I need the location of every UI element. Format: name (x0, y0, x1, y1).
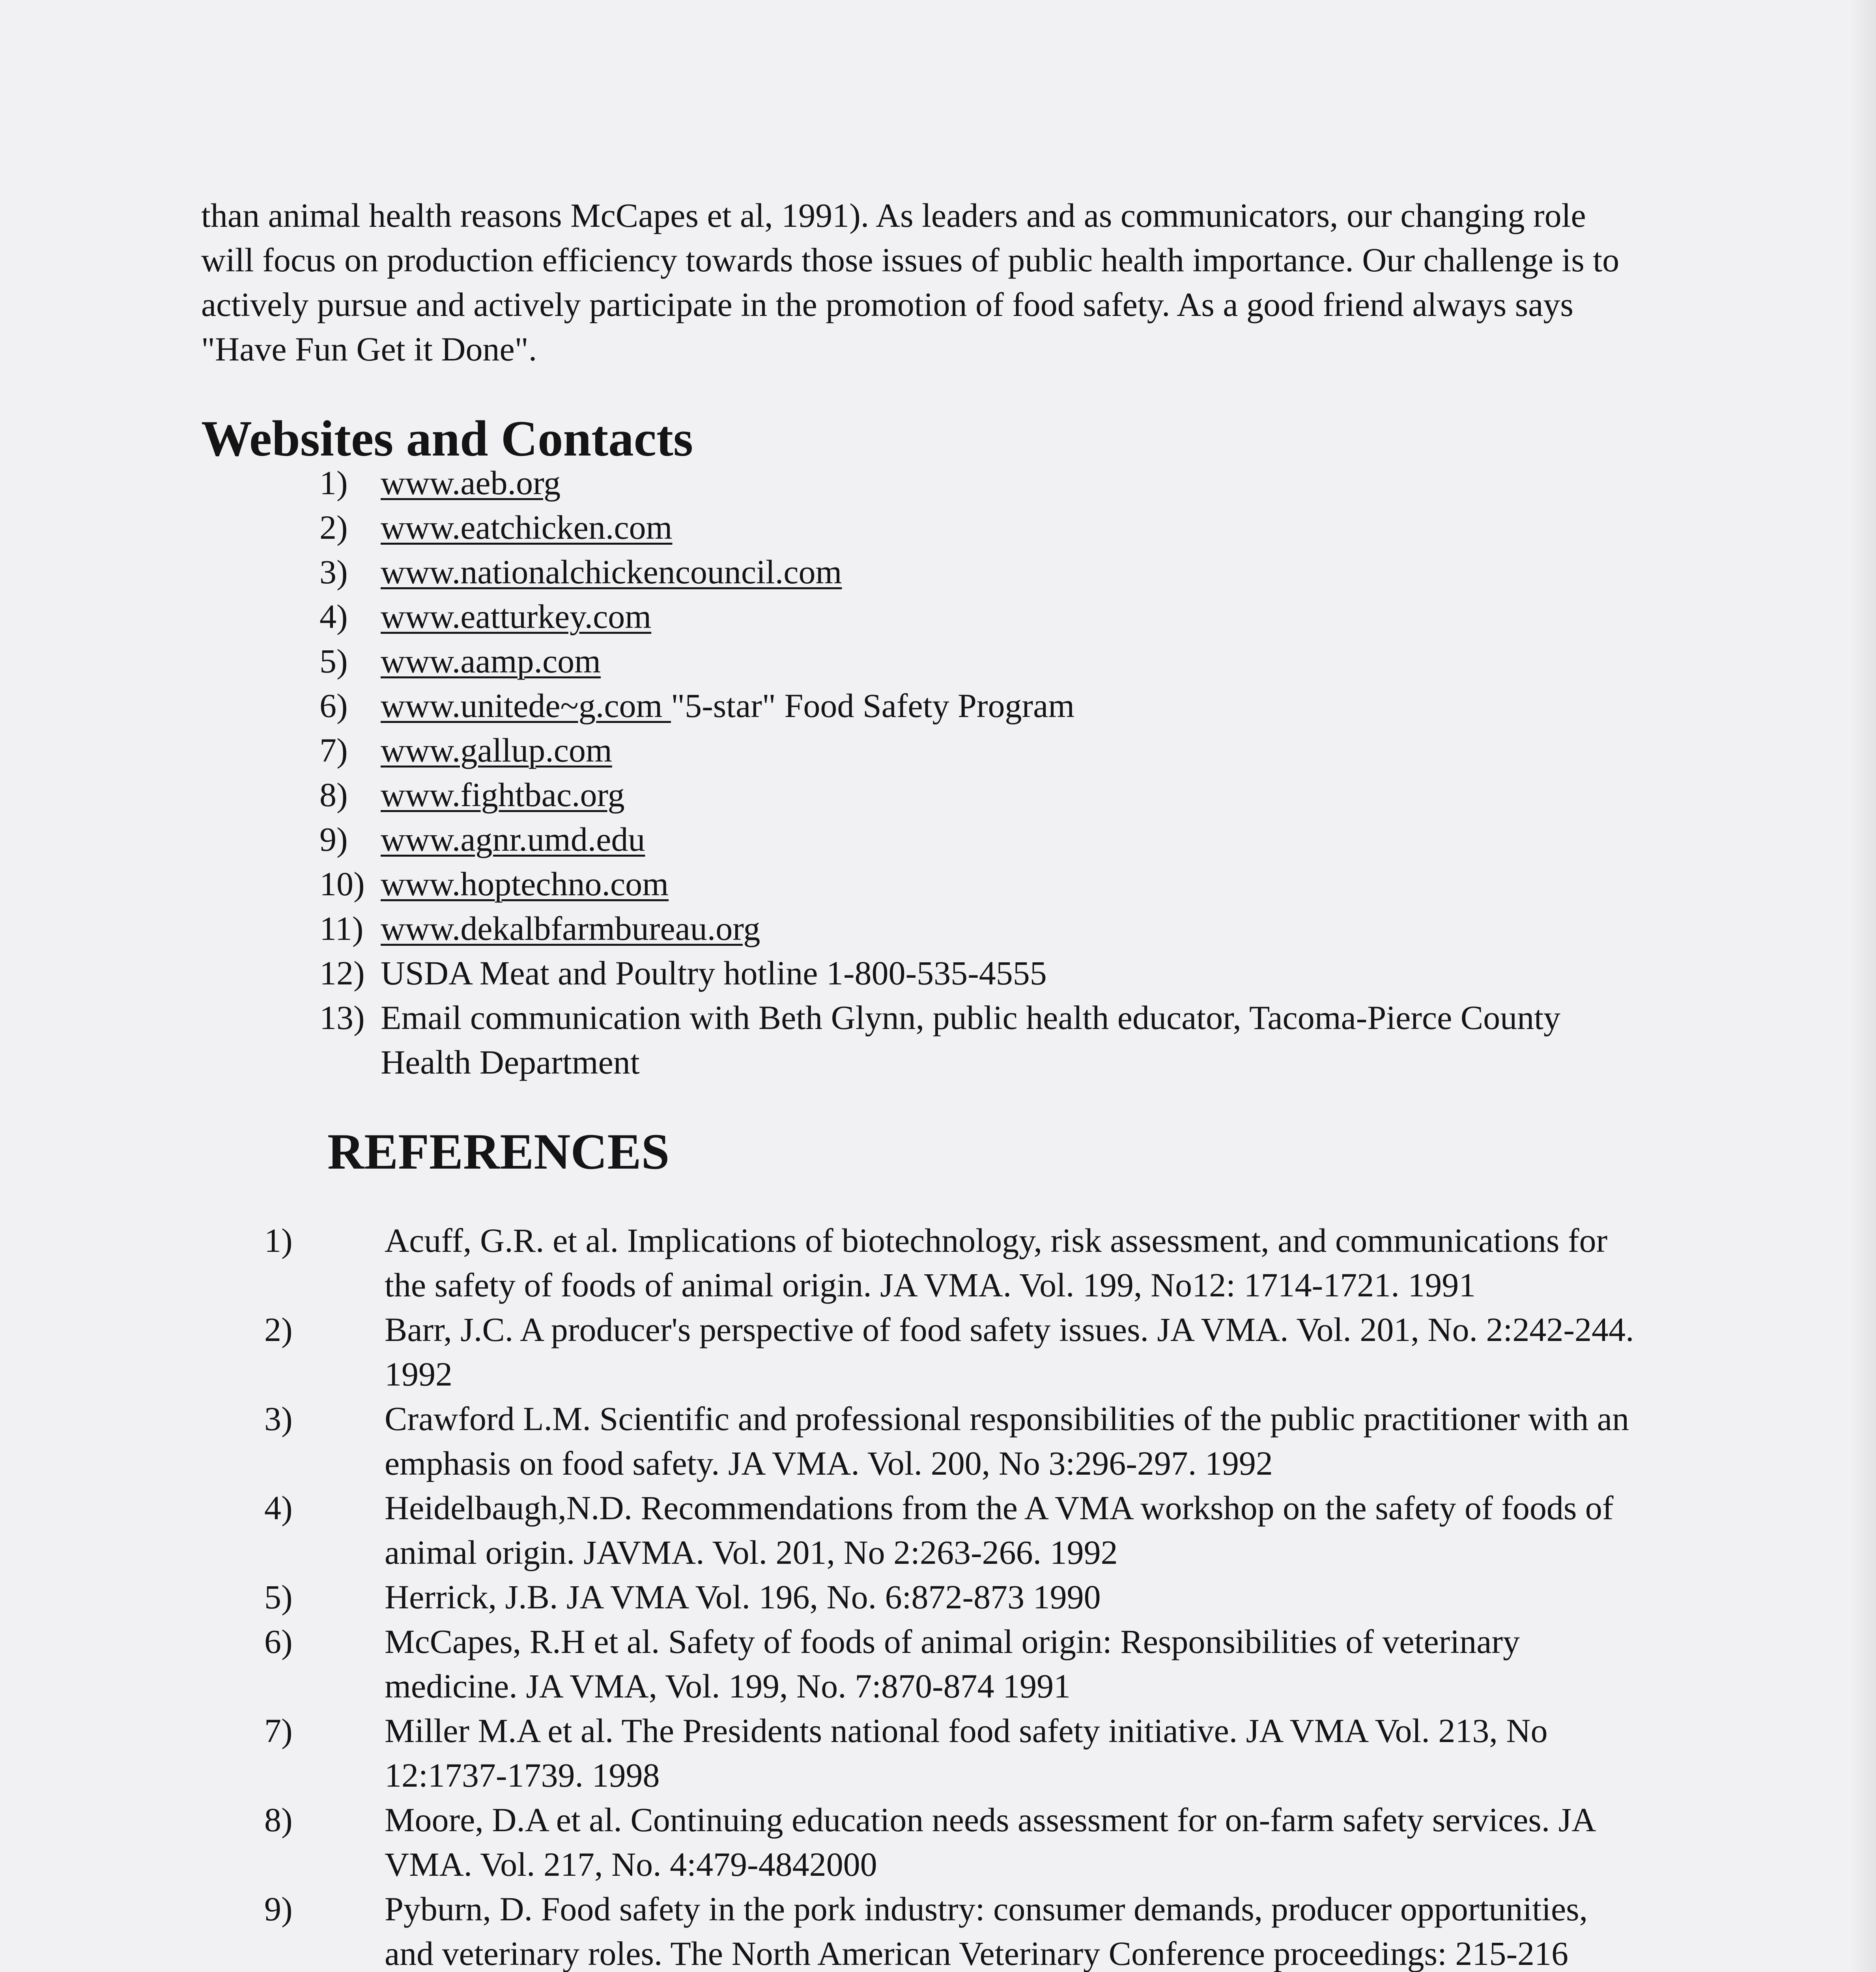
reference-item (201, 1218, 1637, 1307)
references-heading: REFERENCES (327, 1123, 670, 1180)
reference-item (201, 1709, 1637, 1798)
contact-text: Email communication with Beth Glynn, public health educator, Tacoma-Pierce County Health Department (381, 999, 1561, 1081)
reference-item (201, 1887, 1637, 1972)
contact-item (201, 995, 1637, 1085)
page-edge-shadow (1848, 0, 1876, 1972)
website-item (201, 773, 1637, 817)
contact-item (201, 951, 1637, 995)
website-item (201, 817, 1637, 862)
reference-text: Herrick, J.B. JA VMA Vol. 196, No. 6:872-873 1990 (385, 1578, 1101, 1616)
reference-item (201, 1619, 1637, 1709)
website-item (201, 906, 1637, 951)
website-link[interactable]: www.dekalbfarmbureau.org (381, 909, 760, 947)
references-section (201, 1123, 1637, 1972)
reference-number: 5) (264, 1578, 293, 1616)
websites-heading: Websites and Contacts (201, 410, 693, 467)
website-link[interactable]: www.hoptechno.com (381, 865, 669, 903)
reference-text: Pyburn, D. Food safety in the pork industry: consumer demands, producer opportunities, and veterinary roles. The North American Veterinary Conference proceedings: 215-216 (385, 1890, 1588, 1972)
website-item-number: 10) (320, 865, 365, 903)
website-item-number: 4) (320, 598, 348, 635)
website-link[interactable]: www.eatchicken.com (381, 508, 673, 546)
reference-item (201, 1575, 1637, 1619)
website-link[interactable]: www.aamp.com (381, 642, 601, 680)
website-item (201, 683, 1637, 728)
website-item-number: 2) (320, 508, 348, 546)
reference-number: 3) (264, 1400, 293, 1438)
website-item-number: 9) (320, 820, 348, 858)
website-item-number: 1) (320, 464, 348, 502)
reference-text: Miller M.A et al. The Presidents national food safety initiative. JA VMA Vol. 213, No 12:1737-1739. 1998 (385, 1712, 1548, 1794)
website-link[interactable]: www.nationalchickencouncil.com (381, 553, 842, 591)
reference-text: Crawford L.M. Scientific and professional responsibilities of the public practitioner with an emphasis on food safety. JA VMA. Vol. 200, No 3:296-297. 1992 (385, 1400, 1629, 1482)
intro-paragraph: than animal health reasons McCapes et al, 1991). As leaders and as communicators, our changing role will focus on production efficiency towards those issues of public health importance. Our challenge is to actively pursue and actively participate in the promotion of food safety. As a good friend always says "Have Fun Get it Done". (201, 196, 1620, 368)
reference-text: Acuff, G.R. et al. Implications of biotechnology, risk assessment, and communications for the safety of foods of animal origin. JA VMA. Vol. 199, No12: 1714-1721. 1991 (385, 1221, 1608, 1304)
website-link[interactable]: www.fightbac.org (381, 776, 625, 814)
reference-item (201, 1307, 1637, 1397)
website-item (201, 862, 1637, 906)
reference-number: 6) (264, 1623, 293, 1660)
reference-number: 1) (264, 1221, 293, 1259)
website-link[interactable]: www.agnr.umd.edu (381, 820, 645, 858)
website-link[interactable]: www.aeb.org (381, 464, 561, 502)
reference-item (201, 1397, 1637, 1486)
references-list (201, 1218, 1637, 1972)
website-item (201, 594, 1637, 639)
website-item (201, 639, 1637, 683)
website-item-number: 11) (320, 909, 364, 947)
website-item (201, 461, 1637, 505)
reference-text: Heidelbaugh,N.D. Recommendations from the A VMA workshop on the safety of foods of animal origin. JAVMA. Vol. 201, No 2:263-266. 1992 (385, 1489, 1614, 1571)
website-item-number: 8) (320, 776, 348, 814)
reference-number: 8) (264, 1801, 293, 1839)
reference-item (201, 1798, 1637, 1887)
reference-item (201, 1486, 1637, 1575)
website-item (201, 550, 1637, 594)
website-item-number: 13) (320, 999, 365, 1036)
website-item-number: 5) (320, 642, 348, 680)
page-content (201, 193, 1637, 1972)
website-item-number: 6) (320, 687, 348, 725)
website-item-number: 3) (320, 553, 348, 591)
reference-text: Barr, J.C. A producer's perspective of food safety issues. JA VMA. Vol. 201, No. 2:242-244. 1992 (385, 1311, 1634, 1393)
website-item (201, 728, 1637, 773)
reference-number: 4) (264, 1489, 293, 1527)
websites-list (201, 461, 1637, 1085)
reference-text: Moore, D.A et al. Continuing education needs assessment for on-farm safety services. JA VMA. Vol. 217, No. 4:479-4842000 (385, 1801, 1594, 1883)
contact-text: USDA Meat and Poultry hotline 1-800-535-4555 (381, 954, 1047, 992)
reference-number: 7) (264, 1712, 293, 1750)
reference-number: 9) (264, 1890, 293, 1928)
website-link[interactable]: www.unitede~g.com (381, 687, 671, 725)
reference-text: McCapes, R.H et al. Safety of foods of animal origin: Responsibilities of veterinary medicine. JA VMA, Vol. 199, No. 7:870-874 1991 (385, 1623, 1520, 1705)
website-item-number: 12) (320, 954, 365, 992)
website-item (201, 505, 1637, 550)
website-note: "5-star" Food Safety Program (671, 687, 1075, 725)
website-item-number: 7) (320, 731, 348, 769)
website-link[interactable]: www.eatturkey.com (381, 598, 652, 635)
website-link[interactable]: www.gallup.com (381, 731, 612, 769)
reference-number: 2) (264, 1311, 293, 1348)
